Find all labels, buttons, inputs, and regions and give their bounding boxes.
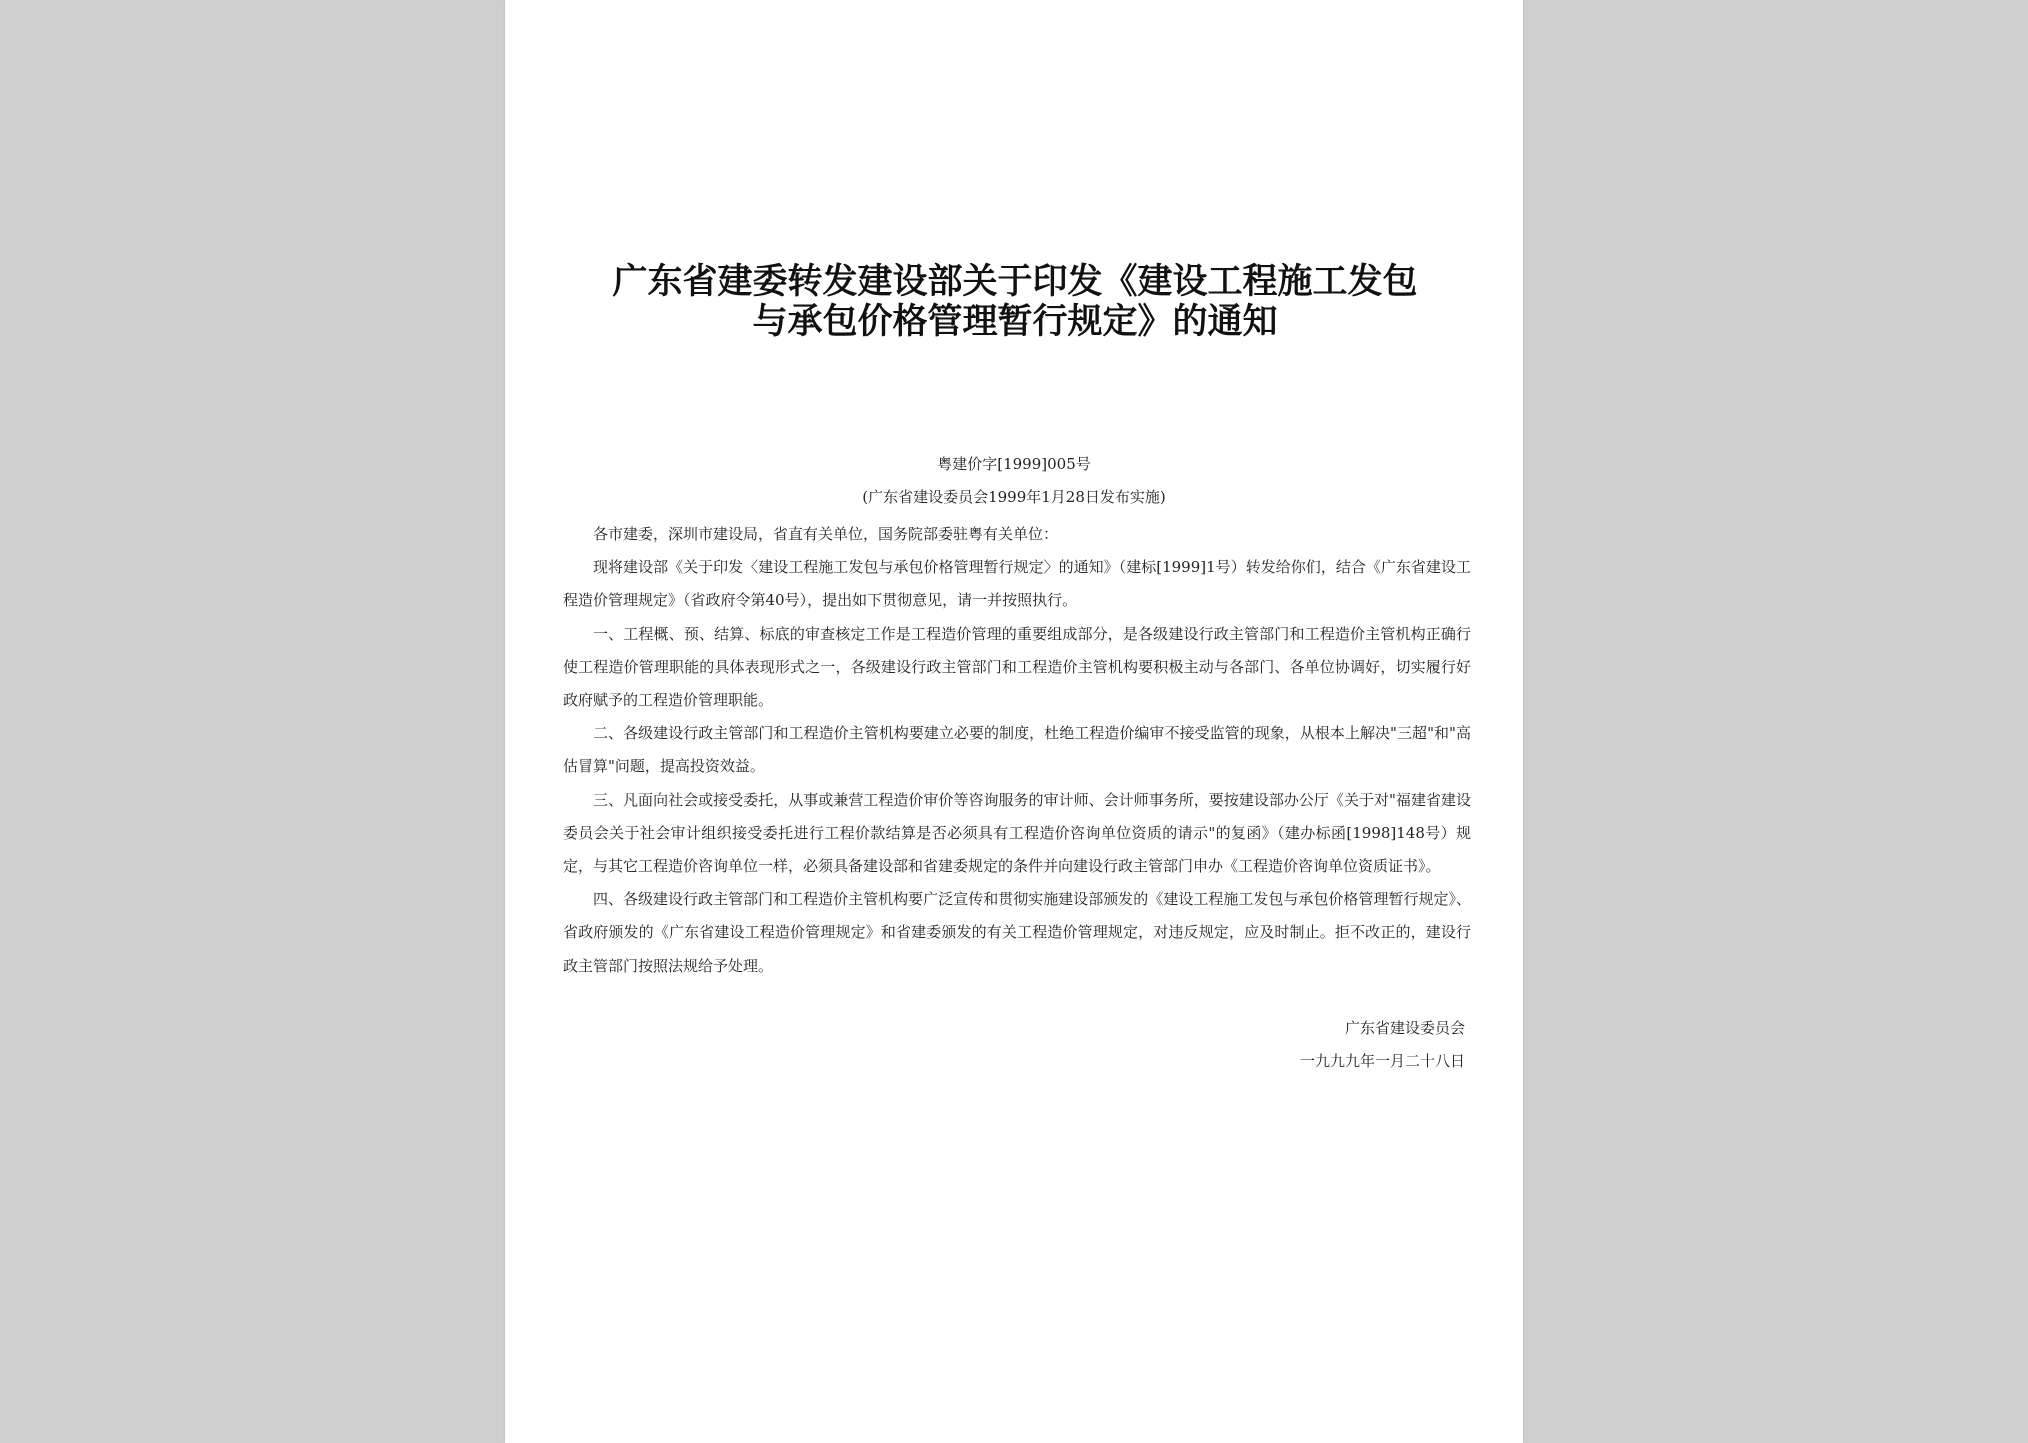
salutation: 各市建委，深圳市建设局，省直有关单位，国务院部委驻粤有关单位：	[593, 525, 1059, 543]
title-line-2: 与承包价格管理暂行规定》的通知	[752, 301, 1278, 342]
issued-note: (广东省建设委员会1999年1月28日发布实施)	[862, 488, 1166, 506]
signature-date: 一九九九年一月二十八日	[1299, 1052, 1465, 1071]
document-title	[575, 262, 1455, 342]
paragraph-item-4: 四、各级建设行政主管部门和工程造价主管机构要广泛宣传和贯彻实施建设部颁发的《建设工程施工发包与承包价格管理暂行规定》、省政府颁发的《广东省建设工程造价管理规定》和省建委颁发的有关工程造价管理规定，对违反规定，应及时制止。拒不改正的，建设行政主管部门按照法规给予处理。	[563, 890, 1471, 975]
paragraph-intro: 现将建设部《关于印发〈建设工程施工发包与承包价格管理暂行规定〉的通知》（建标[1999]1号）转发给你们，结合《广东省建设工程造价管理规定》（省政府令第40号），提出如下贯彻意见，请一并按照执行。	[563, 558, 1471, 610]
document-page	[505, 0, 1523, 1443]
paragraph-item-2: 二、各级建设行政主管部门和工程造价主管机构要建立必要的制度，杜绝工程造价编审不接受监管的现象，从根本上解决"三超"和"高估冒算"问题，提高投资效益。	[563, 724, 1471, 776]
document-number: 粤建价字[1999]005号	[937, 455, 1091, 473]
signature-org: 广东省建设委员会	[1344, 1019, 1465, 1037]
signature-block	[1300, 1012, 1465, 1078]
document-body	[563, 518, 1471, 983]
paragraph-item-3: 三、凡面向社会或接受委托，从事或兼营工程造价审价等咨询服务的审计师、会计师事务所，要按建设部办公厅《关于对"福建省建设委员会关于社会审计组织接受委托进行工程价款结算是否必须具有工程造价咨询单位资质的请示"的复函》（建办标函[1998]148号）规定，与其它工程造价咨询单位一样，必须具备建设部和省建委规定的条件并向建设行政主管部门申办《工程造价咨询单位资质证书》。	[563, 790, 1471, 876]
paragraph-item-1: 一、工程概、预、结算、标底的审查核定工作是工程造价管理的重要组成部分，是各级建设行政主管部门和工程造价主管机构正确行使工程造价管理职能的具体表现形式之一，各级建设行政主管部门和工程造价主管机构要积极主动与各部门、各单位协调好，切实履行好政府赋予的工程造价管理职能。	[563, 624, 1471, 710]
title-line-1: 广东省建委转发建设部关于印发《建设工程施工发包	[612, 261, 1418, 302]
